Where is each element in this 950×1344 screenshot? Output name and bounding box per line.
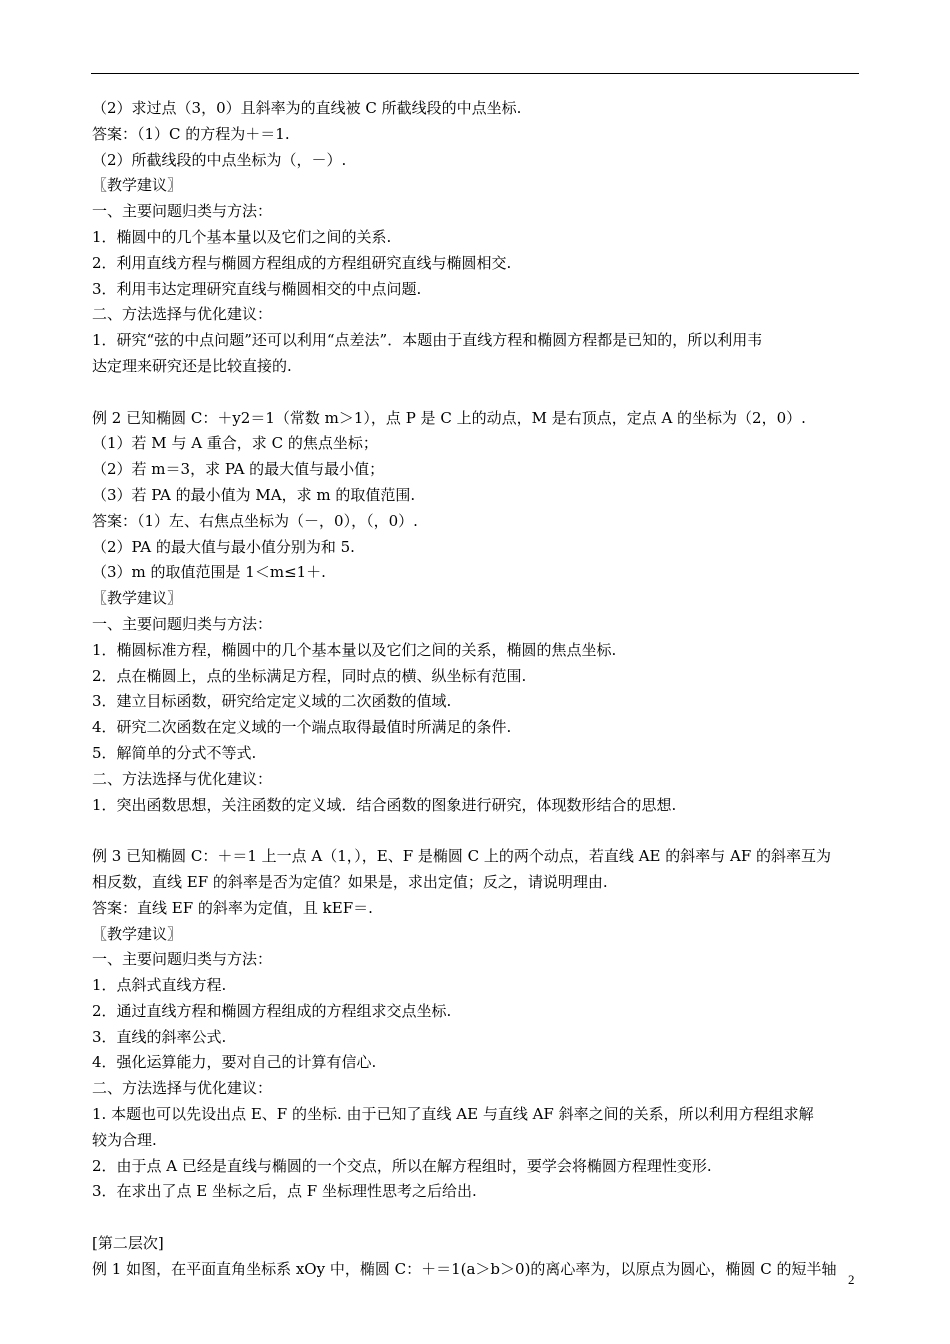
text-line: （3）m 的取值范围是 1＜m≤1＋.: [92, 563, 326, 582]
text-line: （2）PA 的最大值与最小值分别为和 5.: [92, 537, 355, 556]
section-heading: 〖教学建议〗: [92, 589, 183, 608]
blank-line: [92, 1205, 860, 1231]
text-line: 2．通过直线方程和椭圆方程组成的方程组求交点坐标.: [92, 1001, 452, 1020]
section-heading: 〖教学建议〗: [92, 924, 183, 943]
page-number: 2: [848, 1272, 855, 1287]
section-heading: 〖教学建议〗: [92, 176, 183, 195]
text-line: 1．点斜式直线方程.: [92, 976, 227, 995]
level-heading: [第二层次]: [92, 1234, 164, 1253]
text-line: 1．椭圆标准方程，椭圆中的几个基本量以及它们之间的关系，椭圆的焦点坐标.: [92, 640, 617, 659]
text-line: （2）所截线段的中点坐标为（，－）.: [92, 150, 347, 169]
text-line: 一、主要问题归类与方法：: [92, 950, 273, 969]
example-heading: 例 1 如图，在平面直角坐标系 xOy 中，椭圆 C：＋＝1(a＞b＞0)的离心率为，以原点为圆心，椭圆 C 的短半轴: [92, 1259, 837, 1278]
text-line: 一、主要问题归类与方法：: [92, 614, 273, 633]
example-heading: 例 3 已知椭圆 C：＋＝1 上一点 A（1，），E、F 是椭圆 C 上的两个动点，若直线 AE 的斜率与 AF 的斜率互为: [92, 847, 832, 866]
blank-line: [92, 380, 860, 406]
document-body: [92, 96, 860, 1283]
text-line: 5．解简单的分式不等式.: [92, 743, 257, 762]
example-heading: 例 2 已知椭圆 C：＋y2＝1（常数 m＞1），点 P 是 C 上的动点，M 是右顶点，定点 A 的坐标为（2，0）.: [92, 408, 806, 427]
text-line: 相反数，直线 EF 的斜率是否为定值？如果是，求出定值；反之，请说明理由.: [92, 872, 608, 891]
text-line: 3．在求出了点 E 坐标之后，点 F 坐标理性思考之后给出.: [92, 1182, 477, 1201]
text-line: 3．建立目标函数，研究给定定义域的二次函数的值域.: [92, 692, 452, 711]
text-line: 2．由于点 A 已经是直线与椭圆的一个交点，所以在解方程组时，要学会将椭圆方程理性变形.: [92, 1156, 712, 1175]
header-rule: [91, 73, 859, 74]
text-line: 二、方法选择与优化建议：: [92, 305, 273, 324]
text-line: （3）若 PA 的最小值为 MA，求 m 的取值范围.: [92, 485, 416, 504]
text-line: 一、主要问题归类与方法：: [92, 202, 273, 221]
blank-line: [92, 818, 860, 844]
text-line: 4．强化运算能力，要对自己的计算有信心.: [92, 1053, 377, 1072]
text-line: 3．利用韦达定理研究直线与椭圆相交的中点问题.: [92, 279, 422, 298]
text-line: （1）若 M 与 A 重合，求 C 的焦点坐标；: [92, 434, 378, 453]
text-line: 二、方法选择与优化建议：: [92, 769, 273, 788]
text-line: 较为合理.: [92, 1130, 157, 1149]
text-line: 达定理来研究还是比较直接的.: [92, 356, 292, 375]
text-line: 答案：直线 EF 的斜率为定值，且 kEF＝.: [92, 898, 373, 917]
text-line: 4．研究二次函数在定义域的一个端点取得最值时所满足的条件.: [92, 718, 512, 737]
text-line: 1．椭圆中的几个基本量以及它们之间的关系.: [92, 227, 392, 246]
text-line: 二、方法选择与优化建议：: [92, 1079, 273, 1098]
text-line: 1. 本题也可以先设出点 E、F 的坐标. 由于已知了直线 AE 与直线 AF 斜率之间的关系，所以利用方程组求解: [92, 1105, 814, 1124]
text-line: 3．直线的斜率公式.: [92, 1027, 227, 1046]
text-line: 1．突出函数思想，关注函数的定义域．结合函数的图象进行研究，体现数形结合的思想.: [92, 795, 677, 814]
text-line: 2．利用直线方程与椭圆方程组成的方程组研究直线与椭圆相交.: [92, 253, 512, 272]
text-line: （2）若 m＝3，求 PA 的最大值与最小值；: [92, 460, 385, 479]
text-line: 1．研究“弦的中点问题”还可以利用“点差法”．本题由于直线方程和椭圆方程都是已知的，所以利用韦: [92, 331, 763, 350]
text-line: （2）求过点（3，0）且斜率为的直线被 C 所截线段的中点坐标.: [92, 99, 522, 117]
text-line: 答案：（1）左、右焦点坐标为（－，0），（，0）.: [92, 511, 418, 530]
text-line: 答案：（1）C 的方程为＋＝1.: [92, 124, 290, 143]
text-line: 2．点在椭圆上，点的坐标满足方程，同时点的横、纵坐标有范围.: [92, 666, 527, 685]
